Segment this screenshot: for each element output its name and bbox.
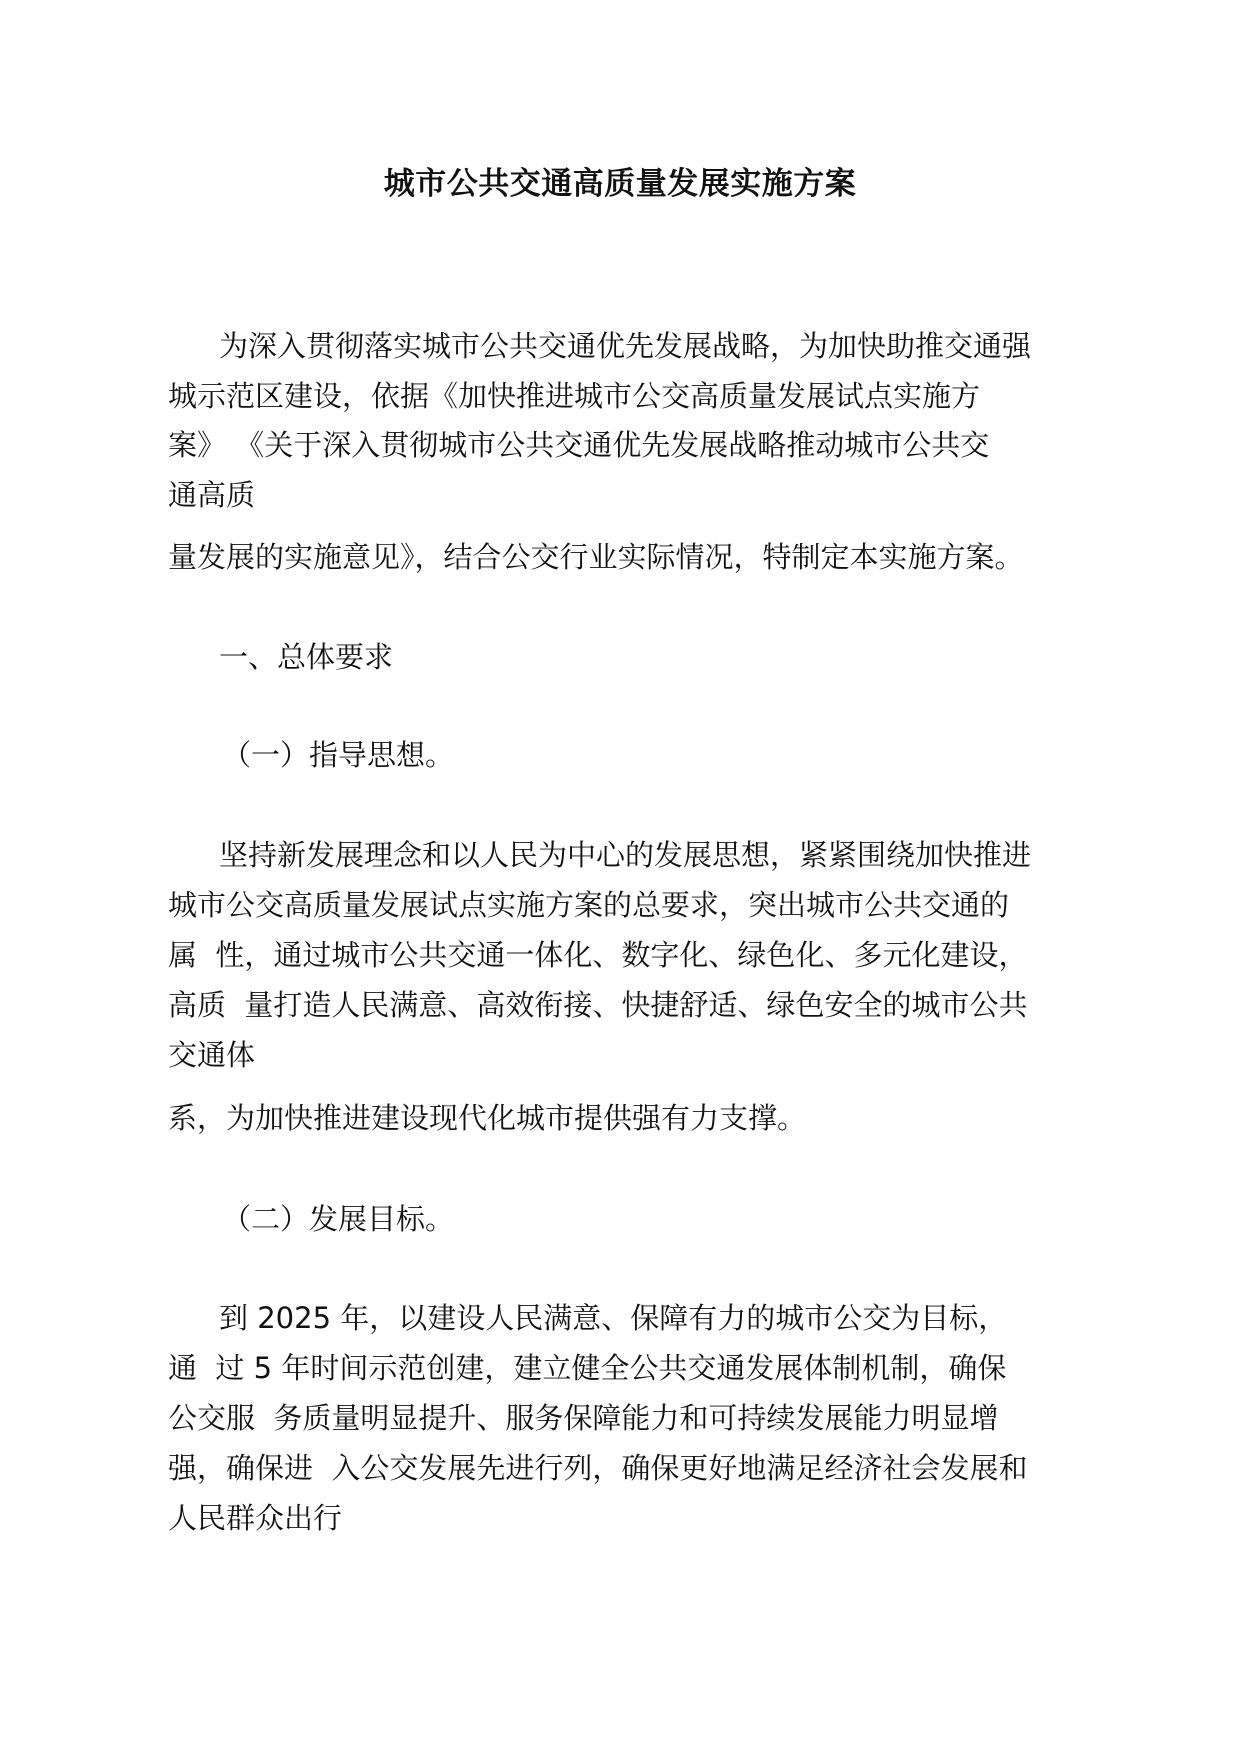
paragraph-line: 量发展的实施意见》，结合公交行业实际情况，特制定本实施方案。: [168, 540, 1024, 574]
paragraph-line: 坚持新发展理念和以人民为中心的发展思想，紧紧围绕加快推进: [219, 838, 1032, 872]
paragraph-line: 高质 量打造人民满意、高效衔接、快捷舒适、绿色安全的城市公共: [168, 988, 1028, 1022]
paragraph-line: 人民群众出行: [168, 1501, 343, 1535]
paragraph-line: 案》 《关于深入贯彻城市公共交通优先发展战略推动城市公共交: [168, 428, 990, 462]
document-title: 城市公共交通高质量发展实施方案: [383, 166, 857, 202]
paragraph-line: 通 过 5 年时间示范创建，建立健全公共交通发展体制机制，确保: [168, 1351, 1007, 1385]
subsection-heading: （二）发展目标。: [222, 1202, 455, 1236]
paragraph-line: 城示范区建设，依据《加快推进城市公交高质量发展试点实施方: [168, 379, 981, 413]
paragraph-line: 系，为加快推进建设现代化城市提供强有力支撑。: [168, 1101, 807, 1135]
subsection-heading: （一）指导思想。: [222, 738, 455, 772]
paragraph-line: 为深入贯彻落实城市公共交通优先发展战略，为加快助推交通强: [219, 329, 1032, 363]
paragraph-line: 通高质: [168, 478, 256, 512]
paragraph-line: 属 性，通过城市公共交通一体化、数字化、绿色化、多元化建设，: [168, 938, 1028, 972]
paragraph-line: 公交服 务质量明显提升、服务保障能力和可持续发展能力明显增: [168, 1401, 999, 1435]
paragraph-line: 交通体: [168, 1038, 256, 1072]
paragraph-line: 强，确保进 入公交发展先进行列，确保更好地满足经济社会发展和: [168, 1451, 1028, 1485]
paragraph-line: 到 2025 年，以建设人民满意、保障有力的城市公交为目标，: [219, 1301, 1008, 1335]
section-heading: 一、总体要求: [219, 640, 394, 674]
paragraph-line: 城市公交高质量发展试点实施方案的总要求，突出城市公共交通的: [168, 888, 1010, 922]
